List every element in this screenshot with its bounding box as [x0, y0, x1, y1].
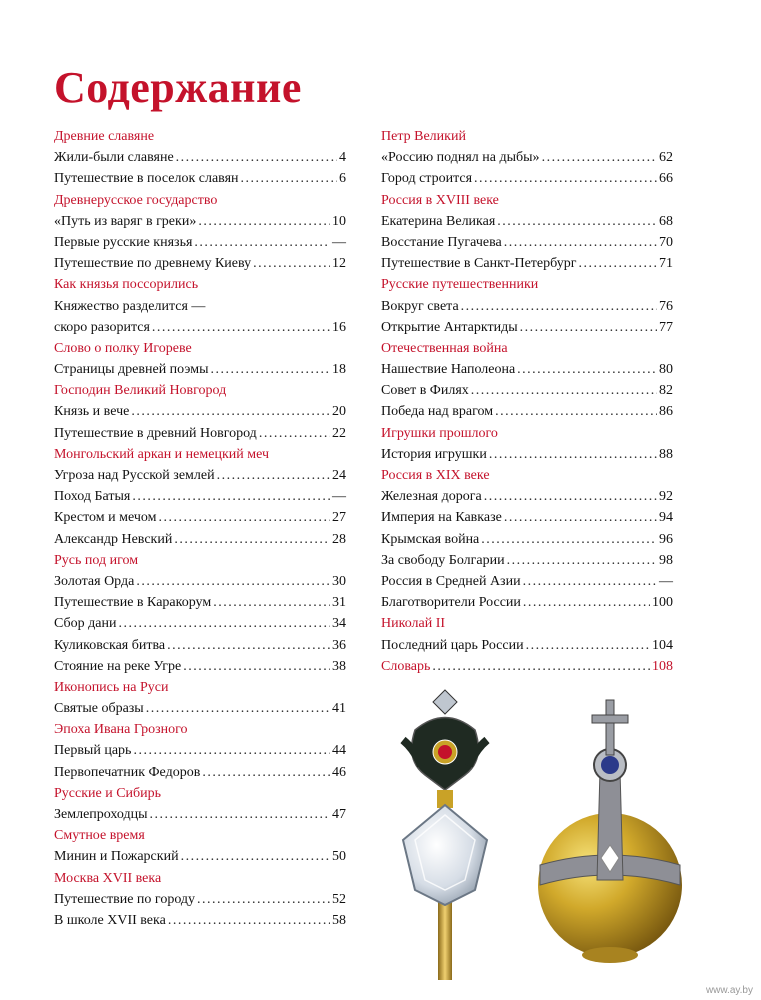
toc-section-heading — [54, 380, 346, 401]
toc-entry-title: Древнерусское государство — [54, 192, 218, 208]
toc-entry — [381, 529, 673, 550]
toc-entry-title: Первые русские князья — [54, 234, 193, 250]
toc-leader-dots — [136, 571, 330, 592]
toc-page-number: 41 — [332, 701, 346, 717]
toc-entry — [381, 296, 673, 317]
toc-entry — [54, 889, 346, 910]
toc-entry-title: Игрушки прошлого — [381, 425, 498, 441]
toc-leader-dots — [202, 762, 330, 783]
toc-page-number: 96 — [659, 531, 673, 547]
toc-entry-title: Александр Невский — [54, 531, 173, 547]
toc-entry-title: «Россию поднял на дыбы» — [381, 150, 540, 166]
toc-entry — [54, 253, 346, 274]
toc-page-number: 50 — [332, 849, 346, 865]
toc-entry-title: Жили-были славяне — [54, 150, 174, 166]
toc-leader-dots — [520, 317, 657, 338]
toc-entry-title: Иконопись на Руси — [54, 679, 169, 695]
toc-page-number: 94 — [659, 510, 673, 526]
toc-page-number: 108 — [652, 658, 673, 674]
toc-entry-title: Угроза над Русской землей — [54, 468, 215, 483]
toc-entry — [381, 571, 673, 592]
toc-entry — [381, 507, 673, 528]
toc-leader-dots — [504, 232, 657, 253]
toc-entry-title: Вокруг света — [381, 298, 459, 314]
toc-page-number: 34 — [332, 616, 346, 632]
toc-entry — [381, 232, 673, 253]
toc-page-number: 36 — [332, 637, 346, 653]
toc-left-column — [54, 126, 346, 931]
toc-section-heading — [381, 338, 673, 359]
toc-entry-title: Город строится — [381, 171, 473, 187]
toc-entry-title: Открытие Антарктиды — [381, 319, 518, 335]
toc-page-number: 46 — [332, 764, 346, 780]
toc-entry — [54, 401, 346, 422]
toc-entry-title: «Путь из варяг в греки» — [54, 213, 197, 229]
toc-leader-dots — [167, 635, 330, 656]
toc-page-number: 44 — [332, 743, 346, 759]
toc-entry-title: Отечественная война — [381, 340, 508, 356]
toc-page-number: 77 — [659, 319, 673, 335]
toc-entry-title: Железная дорога — [381, 489, 482, 505]
toc-entry — [381, 211, 673, 232]
toc-page-number: 70 — [659, 234, 673, 250]
toc-leader-dots — [461, 296, 657, 317]
toc-leader-dots — [132, 486, 330, 507]
toc-entry — [54, 762, 346, 783]
toc-leader-dots — [197, 889, 330, 910]
toc-section-heading — [381, 126, 673, 147]
toc-section-heading — [54, 444, 346, 465]
toc-entry-title: Сбор дани — [54, 616, 117, 632]
toc-entry-title: Путешествие в древний Новгород — [54, 425, 257, 441]
toc-section-heading — [54, 719, 346, 740]
toc-entry-title: Россия в Средней Азии — [381, 573, 521, 589]
toc-entry — [54, 804, 346, 825]
toc-entry-title: Последний царь России — [381, 637, 524, 653]
toc-entry-title: Эпоха Ивана Грозного — [54, 722, 188, 738]
toc-entry — [54, 359, 346, 380]
toc-entry-title: Россия в XVIII веке — [381, 192, 499, 208]
toc-page-number: 28 — [332, 531, 346, 547]
toc-entry — [54, 211, 346, 232]
toc-entry-title: Поход Батыя — [54, 489, 131, 505]
toc-page-number: 88 — [659, 446, 673, 462]
toc-section-heading — [54, 274, 346, 295]
toc-entry — [54, 656, 346, 677]
toc-page-number: 24 — [332, 468, 346, 483]
toc-leader-dots — [131, 401, 330, 422]
toc-entry — [54, 529, 346, 550]
toc-section-heading — [381, 465, 673, 486]
toc-leader-dots — [217, 465, 330, 486]
toc-right-column — [381, 126, 673, 677]
toc-entry-title: В школе XVII века — [54, 912, 166, 928]
toc-entry-title: За свободу Болгарии — [381, 552, 505, 568]
toc-entry — [381, 592, 673, 613]
toc-entry-title: Россия в XIX веке — [381, 468, 490, 483]
toc-leader-dots — [578, 253, 657, 274]
toc-entry-title: Русские и Сибирь — [54, 785, 162, 801]
toc-entry-title: Крестом и мечом — [54, 510, 157, 526]
toc-entry-title: Москва XVII века — [54, 870, 162, 886]
toc-entry-title: Русские путешественники — [381, 277, 539, 293]
toc-entry-title: Путешествие в Санкт-Петербург — [381, 256, 577, 272]
toc-leader-dots — [211, 359, 331, 380]
toc-entry-title: Победа над врагом — [381, 404, 494, 420]
toc-page-number: 71 — [659, 256, 673, 272]
toc-entry — [54, 613, 346, 634]
scepter-icon — [403, 690, 487, 980]
toc-entry-title: Путешествие по городу — [54, 891, 196, 907]
toc-page-number: — — [332, 489, 346, 505]
watermark: www.ay.by — [705, 985, 753, 996]
toc-entry — [54, 910, 346, 931]
toc-leader-dots — [526, 635, 650, 656]
toc-leader-dots — [432, 656, 650, 677]
toc-entry — [381, 401, 673, 422]
toc-page-number: 68 — [659, 213, 673, 229]
toc-leader-dots — [497, 211, 657, 232]
toc-section-heading — [381, 613, 673, 634]
toc-entry-title: Первопечатник Федоров — [54, 764, 201, 780]
toc-section-heading — [54, 677, 346, 698]
toc-section-heading — [381, 274, 673, 295]
toc-entry-title: Куликовская битва — [54, 637, 166, 653]
toc-page-number: 4 — [339, 150, 346, 166]
toc-leader-dots — [484, 486, 657, 507]
toc-entry — [381, 147, 673, 168]
toc-page-number: 16 — [332, 319, 346, 335]
toc-section-heading — [54, 190, 346, 211]
toc-entry — [54, 740, 346, 761]
toc-leader-dots — [168, 910, 330, 931]
toc-entry-title: Восстание Пугачева — [381, 234, 502, 250]
toc-entry — [381, 253, 673, 274]
toc-entry-title: Словарь — [381, 658, 431, 674]
toc-leader-dots — [523, 592, 650, 613]
toc-leader-dots — [146, 698, 330, 719]
toc-entry-title: Империя на Кавказе — [381, 510, 502, 526]
toc-page-number: 30 — [332, 573, 346, 589]
toc-page-number: — — [332, 234, 346, 250]
toc-section-heading — [54, 550, 346, 571]
toc-entry — [54, 317, 346, 338]
toc-leader-dots — [183, 656, 330, 677]
toc-leader-dots — [213, 592, 330, 613]
toc-page-number: 104 — [652, 637, 673, 653]
toc-entry-title: Смутное время — [54, 828, 145, 844]
toc-page-number: 98 — [659, 552, 673, 568]
toc-page-number: 31 — [332, 595, 346, 611]
toc-leader-dots — [118, 613, 330, 634]
toc-page-number: 58 — [332, 912, 346, 928]
toc-entry — [54, 147, 346, 168]
toc-page-number: 18 — [332, 362, 346, 378]
toc-page-number: 86 — [659, 404, 673, 420]
toc-entry-title: Древние славяне — [54, 129, 155, 144]
toc-page-number: 27 — [332, 510, 346, 526]
toc-entry — [54, 465, 346, 486]
toc-entry-title: Княжество разделится — — [54, 298, 206, 314]
toc-section-heading — [54, 783, 346, 804]
toc-page-number: 92 — [659, 489, 673, 505]
toc-page-number: 62 — [659, 150, 673, 166]
toc-entry — [381, 317, 673, 338]
toc-entry-title: Минин и Пожарский — [54, 849, 179, 865]
toc-leader-dots — [176, 147, 337, 168]
toc-entry-title: Господин Великий Новгород — [54, 383, 227, 399]
toc-leader-dots — [259, 423, 330, 444]
toc-entry-title: Страницы древней поэмы — [54, 362, 209, 378]
toc-page-number: 47 — [332, 807, 346, 822]
toc-leader-dots — [523, 571, 657, 592]
toc-page-number: 76 — [659, 298, 673, 314]
toc-entry — [54, 423, 346, 444]
toc-entry-title: Святые образы — [54, 701, 144, 717]
toc-entry-title: Петр Великий — [381, 129, 466, 144]
toc-entry-title: Путешествие в поселок славян — [54, 171, 239, 187]
toc-section-heading — [54, 126, 346, 147]
toc-page-number: 38 — [332, 658, 346, 674]
toc-entry — [54, 232, 346, 253]
toc-entry — [54, 507, 346, 528]
toc-entry — [381, 656, 673, 677]
toc-entry-title: Нашествие Наполеона — [381, 362, 516, 378]
toc-entry — [54, 168, 346, 189]
toc-entry-title: Екатерина Великая — [381, 213, 496, 229]
toc-leader-dots — [198, 211, 330, 232]
toc-section-heading — [54, 825, 346, 846]
toc-page-number: 100 — [652, 595, 673, 611]
toc-entry — [54, 635, 346, 656]
toc-entry — [54, 571, 346, 592]
toc-leader-dots — [517, 359, 657, 380]
regalia-illustration — [395, 680, 695, 980]
toc-leader-dots — [542, 147, 657, 168]
toc-entry-title: Монгольский аркан и немецкий меч — [54, 446, 269, 462]
toc-leader-dots — [150, 804, 330, 825]
toc-leader-dots — [471, 380, 657, 401]
toc-leader-dots — [495, 401, 657, 422]
toc-entry — [381, 359, 673, 380]
toc-entry — [54, 486, 346, 507]
toc-page-number: 66 — [659, 171, 673, 187]
toc-leader-dots — [241, 168, 337, 189]
toc-page-number: 10 — [332, 213, 346, 229]
toc-leader-dots — [133, 740, 330, 761]
toc-entry-title: Крымская война — [381, 531, 480, 547]
toc-entry — [381, 486, 673, 507]
toc-section-heading — [54, 868, 346, 889]
toc-leader-dots — [474, 168, 657, 189]
toc-entry-title: Князь и вече — [54, 404, 130, 420]
toc-leader-dots — [481, 529, 657, 550]
toc-entry-title: скоро разорится — [54, 319, 150, 335]
toc-section-heading — [381, 423, 673, 444]
toc-entry — [381, 635, 673, 656]
toc-leader-dots — [507, 550, 657, 571]
toc-leader-dots — [159, 507, 331, 528]
toc-leader-dots — [253, 253, 330, 274]
toc-entry-title: Землепроходцы — [54, 807, 148, 822]
toc-section-heading — [381, 190, 673, 211]
toc-entry-title: Путешествие в Каракорум — [54, 595, 212, 611]
toc-entry — [381, 380, 673, 401]
toc-entry — [54, 592, 346, 613]
toc-entry-title: Как князья поссорились — [54, 277, 199, 293]
toc-entry-title: История игрушки — [381, 446, 487, 462]
orb-icon — [538, 700, 682, 963]
page-title: Содержание — [54, 63, 302, 112]
toc-leader-dots — [194, 232, 330, 253]
toc-entry-title: Совет в Филях — [381, 383, 469, 399]
toc-entry — [54, 698, 346, 719]
toc-entry — [54, 296, 346, 317]
toc-page-number: 52 — [332, 891, 346, 907]
toc-page-number: 6 — [339, 171, 346, 187]
toc-entry-title: Слово о полку Игореве — [54, 340, 192, 356]
toc-page-number: — — [659, 573, 673, 589]
toc-section-heading — [54, 338, 346, 359]
toc-entry-title: Благотворители России — [381, 595, 521, 611]
toc-page-number: 20 — [332, 404, 346, 420]
toc-leader-dots — [504, 507, 657, 528]
toc-entry — [54, 846, 346, 867]
toc-entry — [381, 444, 673, 465]
toc-leader-dots — [174, 529, 330, 550]
toc-entry — [381, 550, 673, 571]
toc-entry — [381, 168, 673, 189]
toc-entry-title: Русь под игом — [54, 552, 139, 568]
toc-entry-title: Первый царь — [54, 743, 132, 759]
toc-leader-dots — [181, 846, 330, 867]
toc-page-number: 22 — [332, 425, 346, 441]
toc-entry-title: Стояние на реке Угре — [54, 658, 182, 674]
toc-entry-title: Путешествие по древнему Киеву — [54, 256, 252, 272]
toc-page-number: 12 — [332, 256, 346, 272]
toc-entry-title: Золотая Орда — [54, 573, 135, 589]
toc-entry-title: Николай II — [381, 616, 446, 632]
toc-leader-dots — [489, 444, 657, 465]
toc-leader-dots — [152, 317, 330, 338]
toc-page-number: 82 — [659, 383, 673, 399]
toc-page-number: 80 — [659, 362, 673, 378]
